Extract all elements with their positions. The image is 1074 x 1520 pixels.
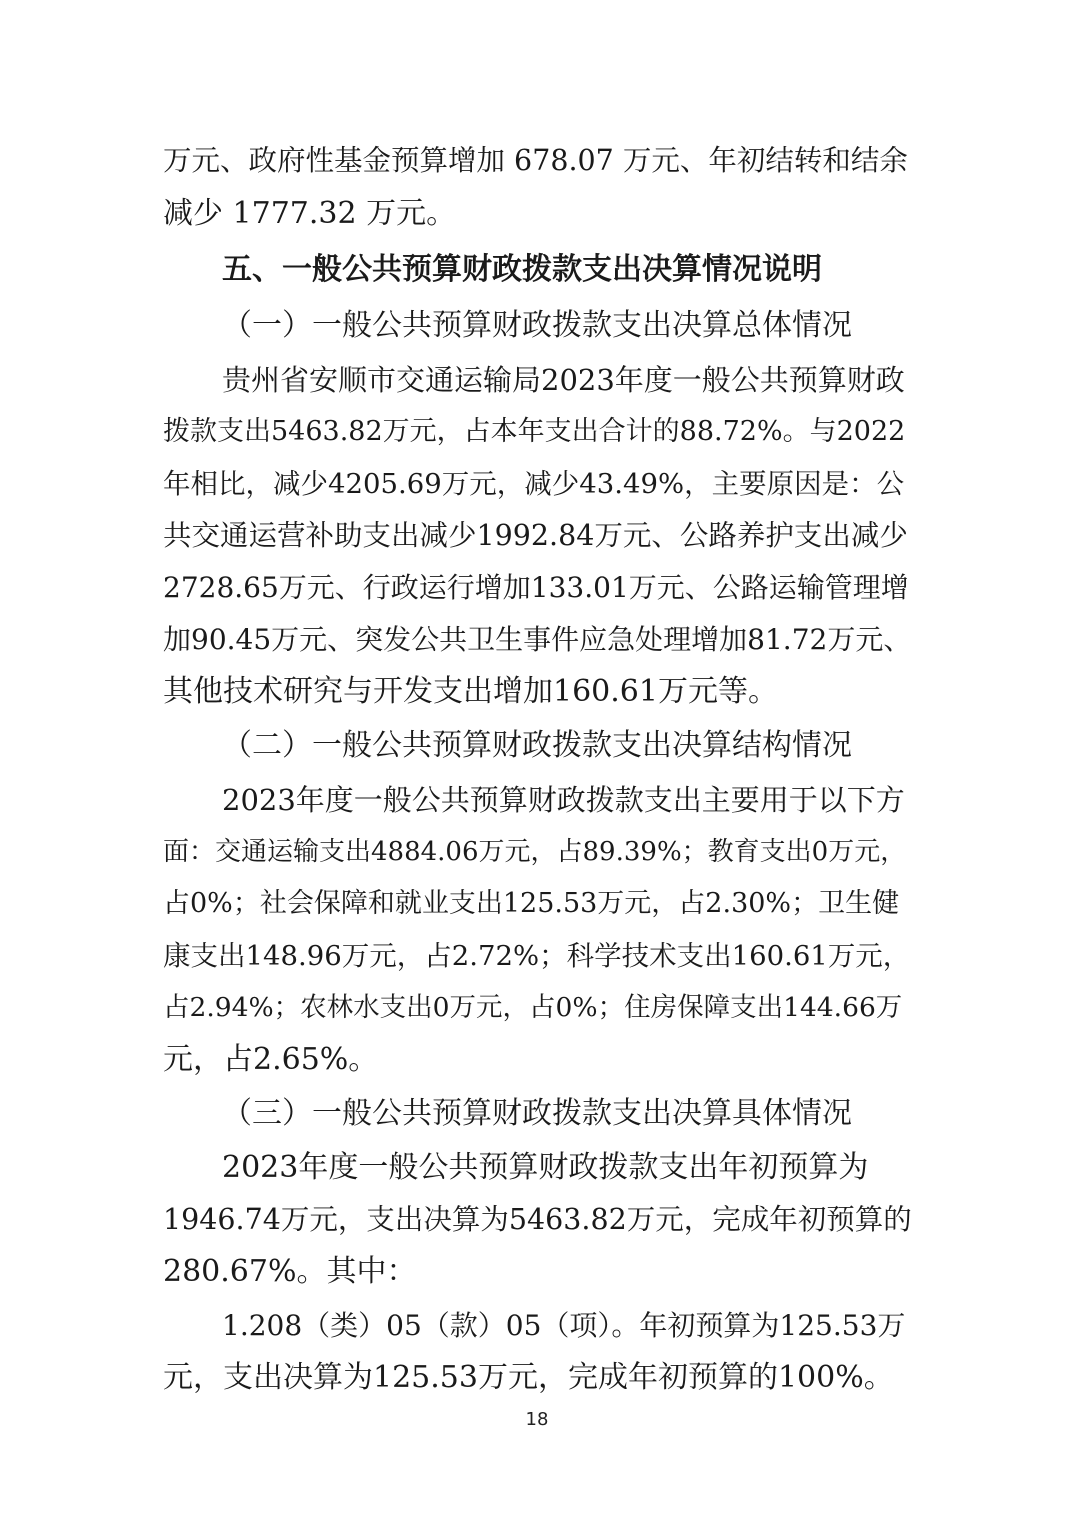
body-text: 加90.45万元、突发公共卫生事件应急处理增加81.72万元、 <box>163 623 912 656</box>
body-text: 2728.65万元、行政运行增加133.01万元、公路运输管理增 <box>163 571 909 604</box>
subsection-heading-text: （二）一般公共预算财政拨款支出决算结构情况 <box>222 728 852 763</box>
subsection-heading <box>0 1090 1074 1138</box>
body-text: 1946.74万元，支出决算为5463.82万元，完成年初预算的 <box>163 1203 912 1236</box>
body-text: 万元、政府性基金预算增加 678.07 万元、年初结转和结余 <box>163 144 908 177</box>
subsection-heading-text: （三）一般公共预算财政拨款支出决算具体情况 <box>222 1096 852 1131</box>
body-line <box>0 668 1074 716</box>
body-text: 年相比，减少4205.69万元，减少43.49%，主要原因是：公 <box>163 468 905 500</box>
body-line <box>0 776 1074 824</box>
section-heading-text: 五、一般公共预算财政拨款支出决算情况说明 <box>222 252 822 287</box>
body-line <box>0 564 1074 612</box>
body-text: 拨款支出5463.82万元，占本年支出合计的88.72%。与2022 <box>163 416 906 447</box>
body-line <box>0 356 1074 404</box>
subsection-heading-text: （一）一般公共预算财政拨款支出决算总体情况 <box>222 308 852 343</box>
body-text: 1.208（类）05（款）05（项）。年初预算为125.53万 <box>222 1309 906 1342</box>
body-line <box>0 1302 1074 1350</box>
body-line <box>0 460 1074 508</box>
body-line <box>0 1248 1074 1296</box>
body-line <box>0 190 1074 238</box>
subsection-heading <box>0 302 1074 350</box>
body-line <box>0 616 1074 664</box>
body-line <box>0 880 1074 928</box>
body-text: 元，占2.65%。 <box>163 1042 379 1077</box>
body-text: 减少 1777.32 万元。 <box>163 196 457 231</box>
page-number: 18 <box>525 1409 549 1430</box>
body-line <box>0 828 1074 876</box>
body-text: 其他技术研究与开发支出增加160.61万元等。 <box>163 674 778 709</box>
body-text: 贵州省安顺市交通运输局2023年度一般公共预算财政 <box>222 363 905 397</box>
body-text: 面：交通运输支出4884.06万元，占89.39%；教育支出0万元， <box>163 837 907 867</box>
body-line <box>0 408 1074 456</box>
body-line <box>0 137 1074 185</box>
subsection-heading <box>0 722 1074 770</box>
body-line <box>0 1036 1074 1084</box>
body-text: 占2.94%；农林水支出0万元，占0%；住房保障支出144.66万 <box>163 992 903 1023</box>
body-text: 元，支出决算为125.53万元，完成年初预算的100%。 <box>163 1360 894 1395</box>
body-text: 2023年度一般公共预算财政拨款支出主要用于以下方 <box>222 783 905 817</box>
body-line <box>0 1144 1074 1192</box>
section-heading <box>0 246 1074 294</box>
body-text: 占0%；社会保障和就业支出125.53万元，占2.30%；卫生健 <box>163 888 900 919</box>
body-line <box>0 984 1074 1032</box>
body-line <box>0 1354 1074 1402</box>
body-line <box>0 1196 1074 1244</box>
body-text: 2023年度一般公共预算财政拨款支出年初预算为 <box>222 1150 869 1185</box>
body-line <box>0 512 1074 560</box>
body-line <box>0 932 1074 980</box>
body-text: 康支出148.96万元，占2.72%；科学技术支出160.61万元， <box>163 940 911 972</box>
body-text: 共交通运营补助支出减少1992.84万元、公路养护支出减少 <box>163 519 908 552</box>
body-text: 280.67%。其中： <box>163 1254 417 1289</box>
